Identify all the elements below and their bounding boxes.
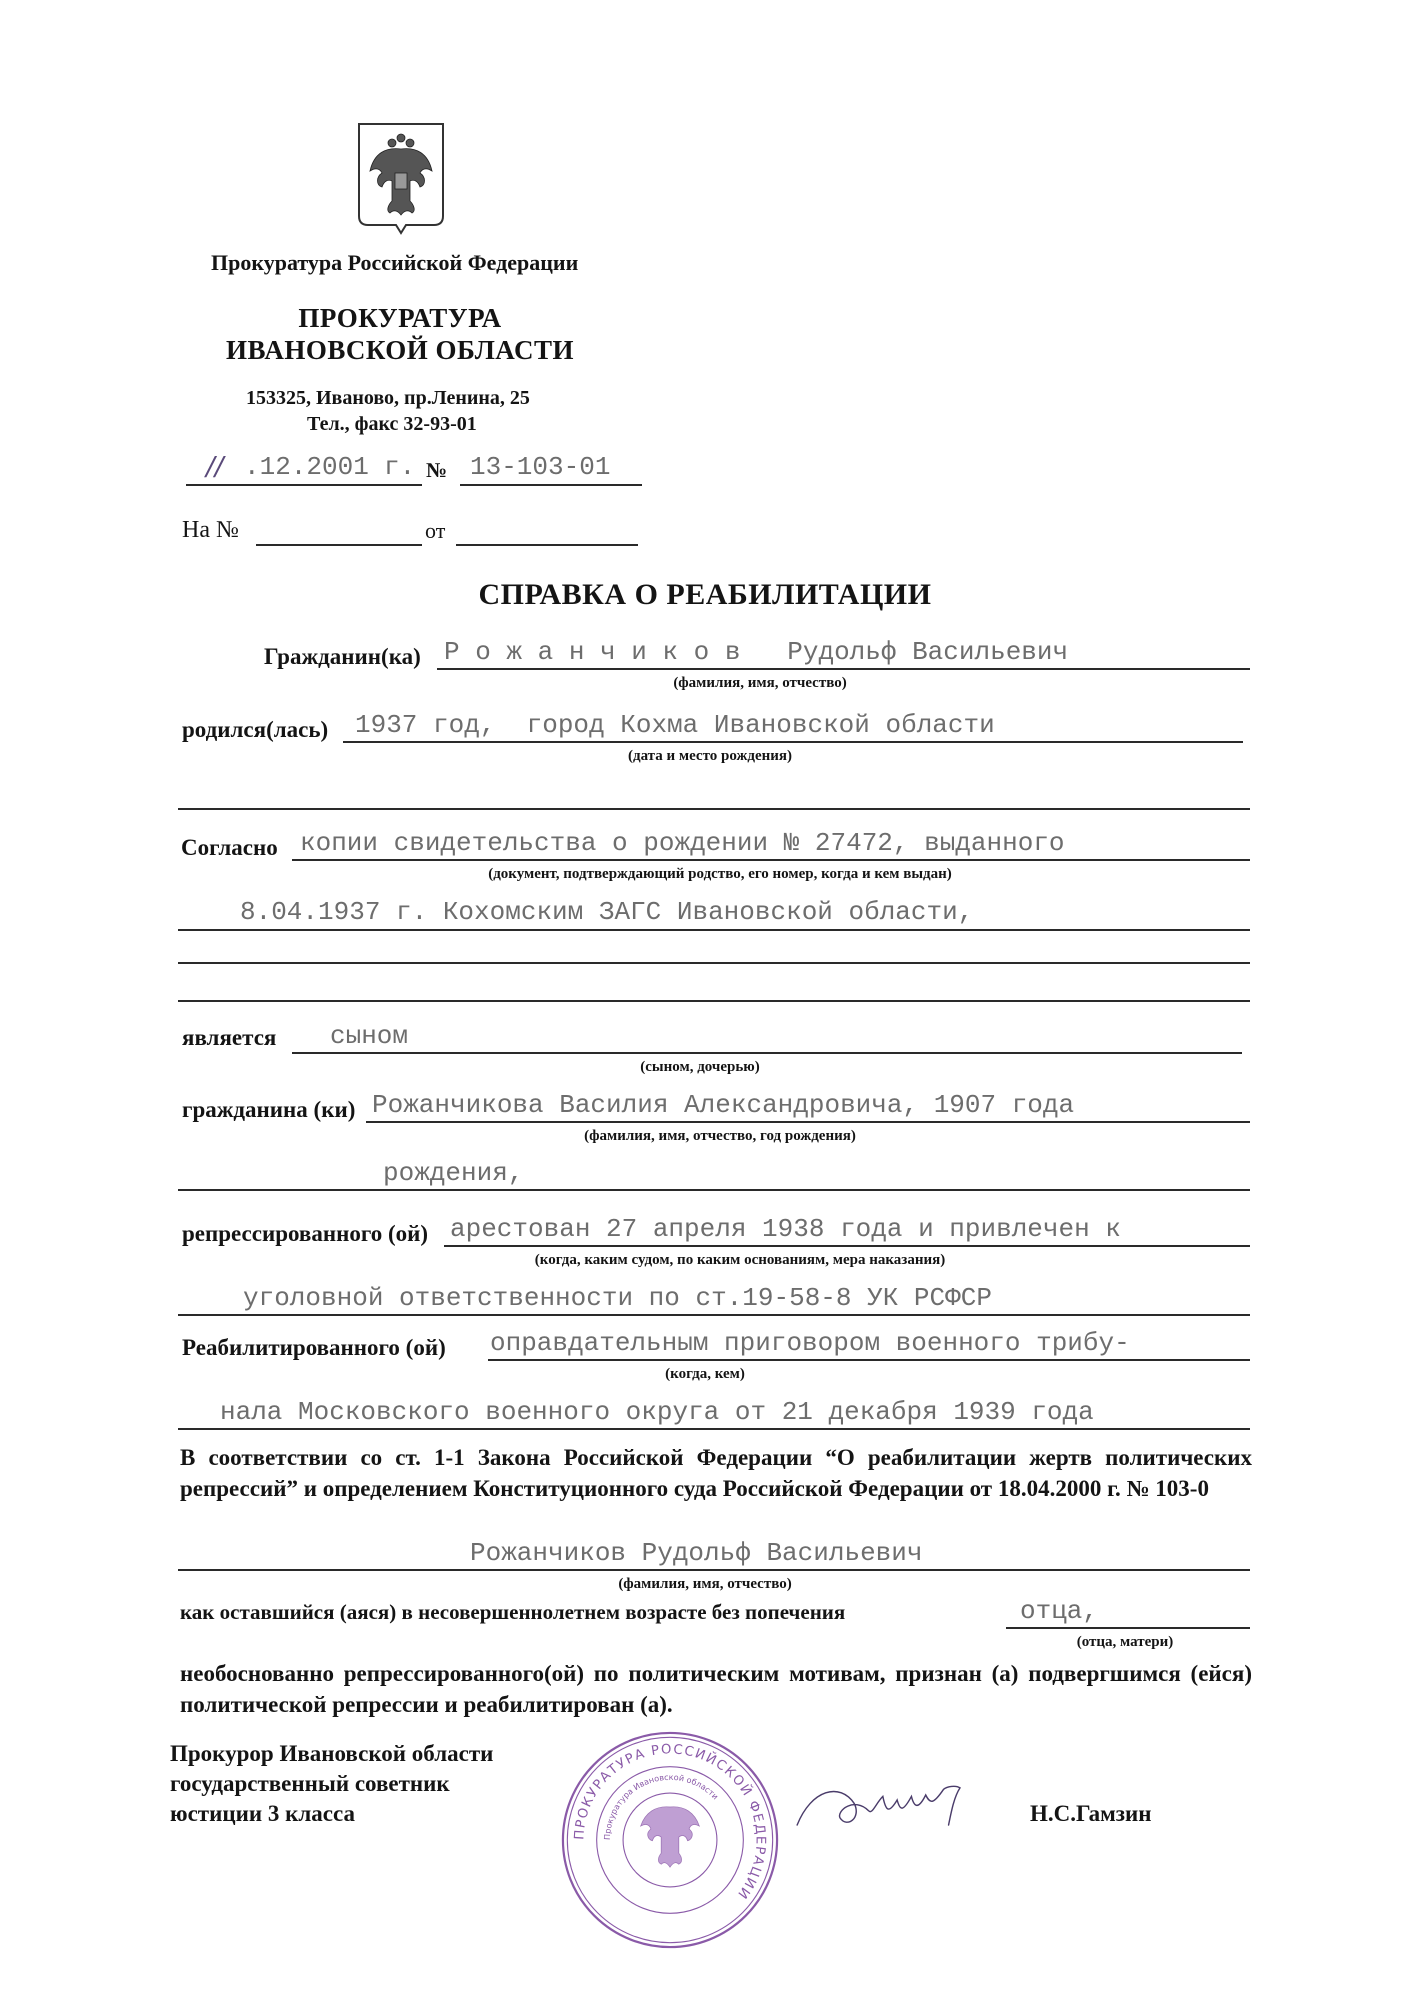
of-citizen-hint: (фамилия, имя, отчество, год рождения) bbox=[584, 1128, 856, 1144]
according-hint: (документ, подтверждающий родство, его номер, когда и кем выдан) bbox=[488, 866, 952, 882]
signatory-name: Н.С.Гамзин bbox=[1030, 1801, 1152, 1826]
registration-date: .12.2001 bbox=[244, 452, 369, 482]
guardian-hint: (отца, матери) bbox=[1076, 1634, 1174, 1650]
reply-from-field[interactable] bbox=[456, 544, 638, 546]
subject-hint: (фамилия, имя, отчество) bbox=[618, 1576, 792, 1592]
is-label: является bbox=[182, 1025, 277, 1050]
of-citizen-value-line1: Рожанчикова Василия Александровича, 1907 года bbox=[372, 1090, 1075, 1120]
reply-from-label: от bbox=[425, 518, 446, 543]
signatory-title-line2: государственный советник bbox=[170, 1771, 450, 1796]
citizen-hint: (фамилия, имя, отчество) bbox=[673, 675, 847, 691]
rehabilitated-value-line1: оправдательным приговором военного трибу- bbox=[490, 1328, 1130, 1358]
born-label: родился(лась) bbox=[182, 717, 329, 742]
registration-year-suffix: г. bbox=[384, 452, 416, 482]
rehabilitated-label: Реабилитированного (ой) bbox=[182, 1335, 446, 1360]
signatory-title-line3: юстиции 3 класса bbox=[170, 1801, 355, 1826]
according-label: Согласно bbox=[181, 835, 278, 860]
agency-regional-line1: ПРОКУРАТУРА bbox=[298, 303, 502, 333]
legal-basis-paragraph: В соответствии со ст. 1-1 Закона Российской Федерации “О реабилитации жертв политических репрессий” и определением Конституционного суда Российской Федерации от 18.04.2000 г. № 103-0 bbox=[180, 1445, 1252, 1501]
repressed-value-line2: уголовной ответственности по ст.19-58-8 УК РСФСР bbox=[243, 1283, 992, 1313]
official-seal-icon bbox=[560, 1730, 780, 1950]
according-value-line1: копии свидетельства о рождении № 27472, выданного bbox=[300, 828, 1065, 858]
repressed-value-line1: арестован 27 апреля 1938 года и привлечен к bbox=[450, 1214, 1121, 1244]
registration-number-sign: № bbox=[426, 458, 448, 482]
born-value: 1937 год, город Кохма Ивановской области bbox=[355, 710, 995, 740]
handwritten-signature-icon bbox=[790, 1760, 990, 1840]
signatory-title-line1: Прокурор Ивановской области bbox=[170, 1741, 494, 1766]
agency-regional-line2: ИВАНОВСКОЙ ОБЛАСТИ bbox=[226, 335, 574, 365]
born-hint: (дата и место рождения) bbox=[627, 748, 792, 764]
citizen-value: Р о ж а н ч и к о в Рудольф Васильевич bbox=[444, 637, 1069, 667]
rehabilitated-value-line2: нала Московского военного округа от 21 декабря 1939 года bbox=[220, 1397, 1094, 1427]
is-hint: (сыном, дочерью) bbox=[640, 1059, 760, 1075]
is-value: сыном bbox=[330, 1021, 409, 1051]
reply-to-label: На № bbox=[182, 517, 239, 543]
of-citizen-value-line2: рождения, bbox=[383, 1158, 524, 1188]
repressed-hint: (когда, каким судом, по каким основаниям, мера наказания) bbox=[534, 1252, 946, 1268]
agency-federal-name: Прокуратура Российской Федерации bbox=[211, 250, 579, 275]
stamp-outer-text: ПРОКУРАТУРА РОССИЙСКОЙ ФЕДЕРАЦИИ bbox=[572, 1742, 768, 1902]
russian-coat-of-arms-icon bbox=[356, 121, 446, 236]
handwritten-day: // bbox=[206, 452, 224, 482]
conclusion-paragraph: необоснованно репрессированного(ой) по политическим мотивам, признан (а) подвергшимся (ейся) политической репрессии и реабилитирован (а). bbox=[180, 1661, 1252, 1717]
repressed-label: репрессированного (ой) bbox=[182, 1221, 429, 1246]
reply-to-field[interactable] bbox=[256, 544, 422, 546]
agency-address: 153325, Иваново, пр.Ленина, 25 bbox=[246, 387, 530, 409]
blank-line bbox=[178, 808, 1250, 810]
stamp-inner-text: Прокуратура Ивановской области bbox=[602, 1772, 720, 1841]
rehabilitated-hint: (когда, кем) bbox=[665, 1366, 745, 1382]
according-value-line2: 8.04.1937 г. Кохомским ЗАГС Ивановской области, bbox=[240, 897, 974, 927]
citizen-label: Гражданин(ка) bbox=[264, 644, 421, 669]
registration-number: 13-103-01 bbox=[470, 452, 611, 482]
guardian-value: отца, bbox=[1020, 1596, 1099, 1626]
agency-phone: Тел., факс 32-93-01 bbox=[307, 413, 477, 435]
guardian-label: как оставшийся (аяся) в несовершеннолетнем возрасте без попечения bbox=[180, 1600, 846, 1624]
subject-value: Рожанчиков Рудольф Васильевич bbox=[470, 1538, 923, 1568]
document-title: СПРАВКА О РЕАБИЛИТАЦИИ bbox=[478, 578, 932, 611]
of-citizen-label: гражданина (ки) bbox=[182, 1097, 356, 1122]
